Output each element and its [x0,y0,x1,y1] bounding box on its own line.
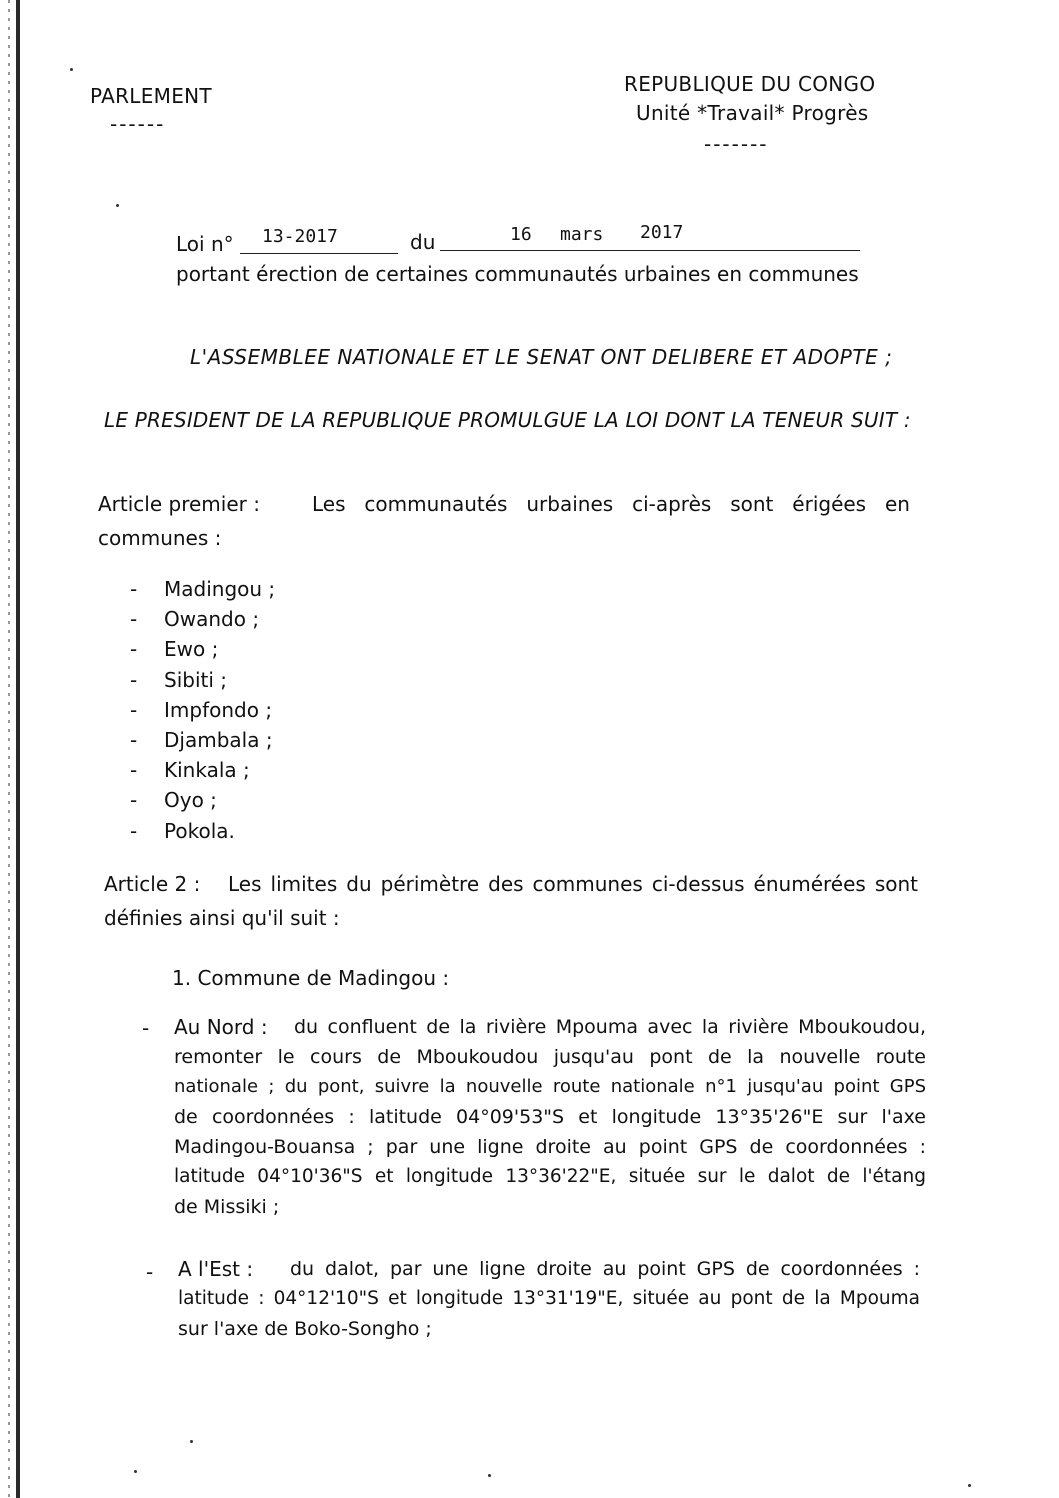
nord-line-6: latitude 04°10'36"S et longitude 13°36'22"E, située sur le dalot de l'étang [174,1166,926,1187]
nord-line-2: remonter le cours de Mboukoudou jusqu'au pont de la nouvelle route [174,1046,926,1068]
list-item: - Kinkala ; [130,758,250,783]
nord-label: Au Nord : [174,1015,268,1039]
article-2-text-line-1: Les limites du périmètre des communes ci-dessus énumérées sont [228,872,918,896]
law-date-year: 2017 [640,222,684,243]
parliament-rule: ------ [110,112,166,136]
est-block [178,1254,920,1344]
law-date-prefix: du [410,230,436,254]
list-item: - Djambala ; [130,728,273,753]
article-2-label: Article 2 : [104,872,201,896]
scan-speck [488,1474,491,1477]
nord-line-7: de Missiki ; [174,1196,280,1218]
list-item: - Ewo ; [130,637,219,662]
article-2-text-line-2: définies ainsi qu'il suit : [104,906,340,930]
law-number-underline [240,253,398,254]
preamble-line-1: L'ASSEMBLEE NATIONALE ET LE SENAT ONT DELIBERE ET ADOPTE ; [190,345,893,369]
republic-motto: Unité *Travail* Progrès [636,101,869,125]
scan-speck [134,1470,137,1473]
est-line-1: du dalot, par une ligne droite au point GPS de coordonnées : [290,1258,920,1280]
list-item: - Pokola. [130,818,235,843]
scan-speck [116,204,119,207]
republic-title: REPUBLIQUE DU CONGO [624,72,876,96]
article-1-text-line-1: Les communautés urbaines ci-après sont érigées en [312,492,910,516]
nord-line-4: de coordonnées : latitude 04°09'53"S et longitude 13°35'26"E sur l'axe [174,1106,926,1128]
list-item: - Sibiti ; [130,667,227,692]
article-1-text-line-2: communes : [98,526,222,550]
law-date-underline [440,250,860,251]
nord-line-3: nationale ; du pont, suivre la nouvelle route nationale n°1 jusqu'au point GPS [174,1076,926,1097]
list-item: - Owando ; [130,607,260,632]
est-line-2: latitude : 04°12'10"S et longitude 13°31'19"E, située au pont de la Mpouma [178,1288,920,1309]
article-1-label: Article premier : [98,492,260,516]
nord-line-5: Madingou-Bouansa ; par une ligne droite au point GPS de coordonnées : [174,1136,926,1158]
scan-speck [70,68,73,71]
list-item: - Oyo ; [130,788,217,813]
law-date-day: 16 [510,224,532,245]
preamble-line-2: LE PRESIDENT DE LA REPUBLIQUE PROMULGUE LA LOI DONT LA TENEUR SUIT : [104,408,911,432]
scan-speck [968,1484,971,1487]
nord-bullet: - [142,1016,150,1040]
law-title: portant érection de certaines communautés urbaines en communes [176,262,859,286]
est-label: A l'Est : [178,1257,254,1281]
article-1-heading-line [98,492,910,516]
section-title-madingou: 1. Commune de Madingou : [172,966,450,990]
nord-block [174,1012,926,1222]
list-item: - Madingou ; [130,577,276,601]
nord-line-1: du confluent de la rivière Mpouma avec la rivière Mboukoudou, [294,1016,926,1038]
law-number: 13-2017 [262,226,338,247]
est-line-3: sur l'axe de Boko-Songho ; [178,1318,432,1340]
article-2-heading-line [104,872,918,896]
scan-speck [190,1440,193,1443]
law-number-prefix: Loi n° [176,232,234,256]
list-item: - Impfondo ; [130,697,273,722]
parliament-title: PARLEMENT [90,84,212,108]
law-date-month: mars [560,224,604,245]
republic-rule: ------- [704,132,769,156]
scan-border [0,0,26,1498]
communes-list [130,574,275,846]
est-bullet: - [146,1260,154,1284]
